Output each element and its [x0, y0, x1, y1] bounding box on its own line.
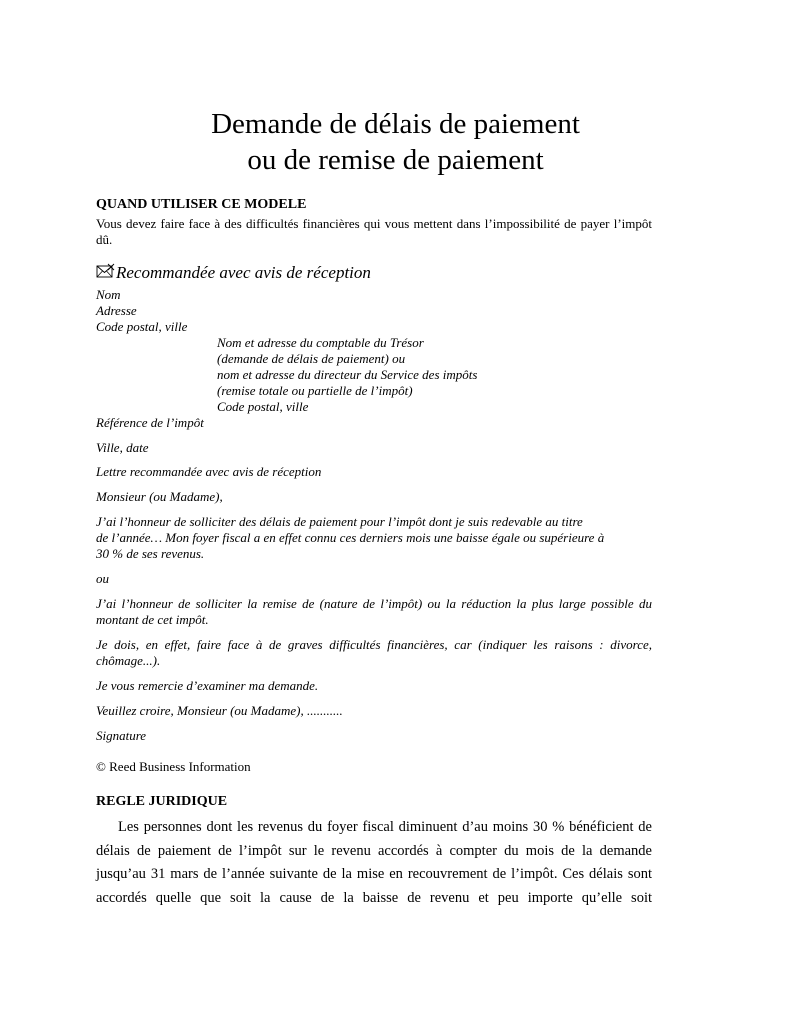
regle-juridique-heading: REGLE JURIDIQUE: [96, 794, 228, 809]
recipient-line-4: (remise totale ou partielle de l’impôt): [217, 383, 413, 398]
regle-juridique-text: Les personnes dont les revenus du foyer fiscal diminuent d’au moins 30 % bénéficient de délais de paiement de l’impôt sur le revenu accordés à compter du mois de la demande jusqu’au 31 mars de l’année suivante de la mise en recouvrement de l’impôt. Ces délais sont accordés quelle que soit la cause de la baisse de revenu et peu importe qu’elle soit: [96, 819, 652, 906]
lettre-recommandee: Lettre recommandée avec avis de réception: [96, 464, 322, 479]
recipient-line-3: nom et adresse du directeur du Service des impôts: [217, 367, 478, 382]
letter-thanks: Je vous remercie d’examiner ma demande.: [96, 678, 319, 693]
recipient-line-2: (demande de délais de paiement) ou: [217, 351, 406, 366]
letter-para-3: Je dois, en effet, faire face à de graves difficultés financières, car (indiquer les raisons : divorce, chômage...).: [96, 637, 652, 668]
document-title-line-2: ou de remise de paiement: [247, 144, 544, 176]
letter-closing: Veuillez croire, Monsieur (ou Madame), ...........: [96, 703, 343, 718]
letter-signature: Signature: [96, 728, 147, 743]
document-title-line-1: Demande de délais de paiement: [211, 108, 580, 140]
tax-reference: Référence de l’impôt: [96, 415, 204, 430]
letter-para-2: J’ai l’honneur de solliciter la remise de (nature de l’impôt) ou la réduction la plus large possible du montant de cet impôt.: [96, 596, 652, 627]
letter-para-1-line-1: J’ai l’honneur de solliciter des délais de paiement pour l’impôt dont je suis redevable au titre: [96, 514, 583, 529]
recipient-line-5: Code postal, ville: [217, 399, 309, 414]
sender-postal-city: Code postal, ville: [96, 319, 188, 334]
sender-name: Nom: [96, 287, 121, 302]
salutation: Monsieur (ou Madame),: [96, 489, 223, 504]
ou-separator: ou: [96, 571, 109, 586]
quand-utiliser-text: Vous devez faire face à des difficultés financières qui vous mettent dans l’impossibilité de payer l’impôt dû.: [96, 216, 652, 247]
copyright: © Reed Business Information: [96, 759, 251, 774]
envelope-icon: [96, 263, 115, 280]
ville-date: Ville, date: [96, 440, 149, 455]
recommandee-label: Recommandée avec avis de réception: [116, 263, 371, 282]
letter-para-1-line-3: 30 % de ses revenus.: [96, 546, 205, 561]
letter-para-1-line-2: de l’année… Mon foyer fiscal a en effet connu ces derniers mois une baisse égale ou supérieure à: [96, 530, 605, 545]
sender-address: Adresse: [96, 303, 137, 318]
recipient-line-1: Nom et adresse du comptable du Trésor: [217, 335, 424, 350]
quand-utiliser-heading: QUAND UTILISER CE MODELE: [96, 197, 307, 212]
recommandee-line: [96, 263, 371, 283]
